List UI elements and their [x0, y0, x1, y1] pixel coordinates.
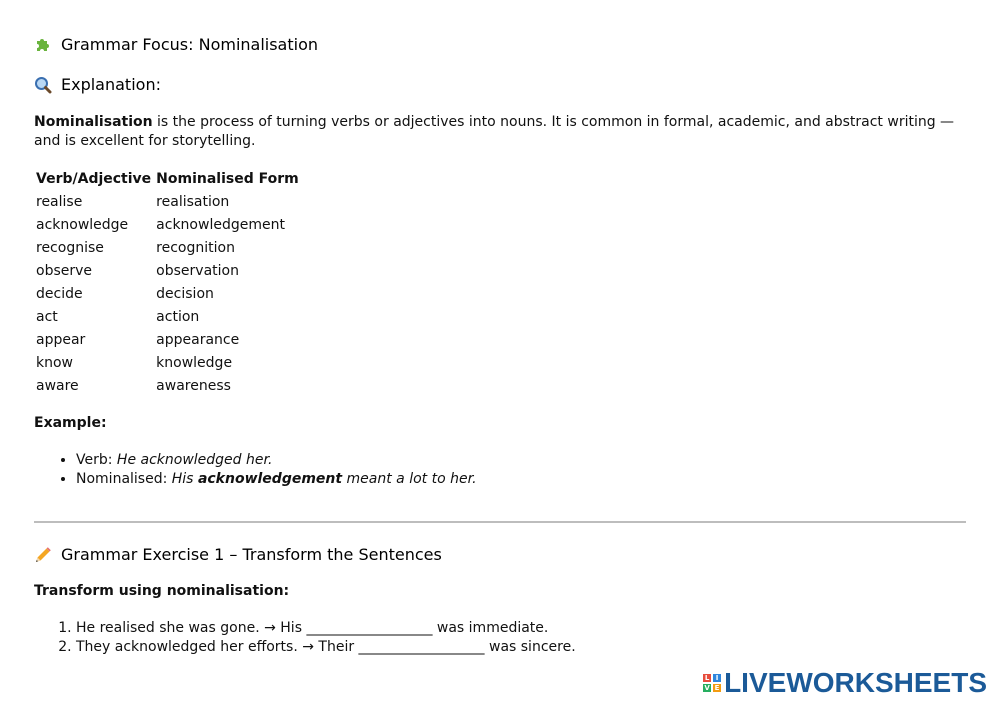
grammar-focus-title: Grammar Focus: Nominalisation: [61, 35, 319, 54]
exercise-title: Grammar Exercise 1 – Transform the Sentences: [61, 545, 442, 564]
noun-cell: observation: [156, 262, 239, 279]
noun-cell: decision: [156, 285, 214, 302]
table-row: [34, 213, 302, 236]
verb-cell: realise: [36, 193, 83, 210]
exercise-heading: [34, 545, 442, 564]
transform-instruction: Transform using nominalisation:: [34, 583, 290, 599]
verb-cell: observe: [36, 262, 93, 279]
logo-letter: E: [714, 684, 720, 692]
example-label: Example:: [34, 415, 107, 431]
noun-cell: appearance: [156, 331, 240, 348]
exercise-item: 2. They acknowledged her efforts. → Their __________________ was sincere.: [76, 638, 576, 657]
section-divider: [34, 521, 966, 523]
list-item: [76, 451, 477, 470]
table-header-row: [34, 169, 302, 190]
nominalised-after: meant a lot to her.: [342, 471, 477, 487]
explanation-title: Explanation:: [61, 75, 161, 94]
noun-cell: realisation: [156, 193, 230, 210]
exercise-list: [34, 619, 576, 657]
example-list: [34, 451, 477, 489]
table-row: [34, 374, 302, 397]
logo-mark: [703, 674, 721, 692]
verb-cell: appear: [36, 331, 86, 348]
noun-cell: action: [156, 308, 200, 325]
intro-term: Nominalisation: [34, 114, 153, 130]
table-row: [34, 259, 302, 282]
table-row: [34, 351, 302, 374]
verb-sentence: He acknowledged her.: [116, 452, 273, 468]
list-item: [76, 470, 477, 489]
nominalisation-table: [34, 169, 302, 397]
noun-cell: recognition: [156, 239, 235, 256]
verb-cell: decide: [36, 285, 83, 302]
column-header-nominalised: Nominalised Form: [156, 170, 299, 187]
table-row: [34, 236, 302, 259]
nominalised-keyword: acknowledgement: [197, 471, 343, 487]
verb-cell: aware: [36, 377, 79, 394]
table-row: [34, 305, 302, 328]
nominalised-before: His: [171, 471, 198, 487]
intro-paragraph: [34, 113, 966, 151]
noun-cell: knowledge: [156, 354, 233, 371]
verb-prefix: Verb:: [76, 452, 117, 468]
grammar-focus-heading: [34, 35, 318, 54]
logo-wordmark: LIVEWORKSHEETS: [724, 667, 987, 698]
verb-cell: know: [36, 354, 73, 371]
verb-cell: act: [36, 308, 58, 325]
column-header-verb: Verb/Adjective: [36, 170, 152, 187]
logo-letter: L: [704, 674, 710, 682]
logo-letter: I: [713, 674, 721, 682]
verb-cell: acknowledge: [36, 216, 129, 233]
explanation-heading: [34, 75, 161, 94]
liveworksheets-logo[interactable]: [703, 667, 987, 699]
table-row: [34, 190, 302, 213]
magnifying-glass-icon: [34, 76, 52, 94]
noun-cell: acknowledgement: [156, 216, 285, 233]
intro-text: is the process of turning verbs or adjectives into nouns. It is common in formal, academic, and abstract writing — and is excellent for storytelling.: [34, 114, 955, 149]
exercise-item: 1. He realised she was gone. → His __________________ was immediate.: [76, 619, 576, 638]
logo-letter: V: [704, 684, 710, 692]
pencil-icon: [34, 546, 52, 564]
table-row: [34, 328, 302, 351]
nominalised-prefix: Nominalised:: [76, 471, 172, 487]
table-row: [34, 282, 302, 305]
verb-cell: recognise: [36, 239, 104, 256]
puzzle-piece-icon: [34, 36, 52, 54]
noun-cell: awareness: [156, 377, 231, 394]
